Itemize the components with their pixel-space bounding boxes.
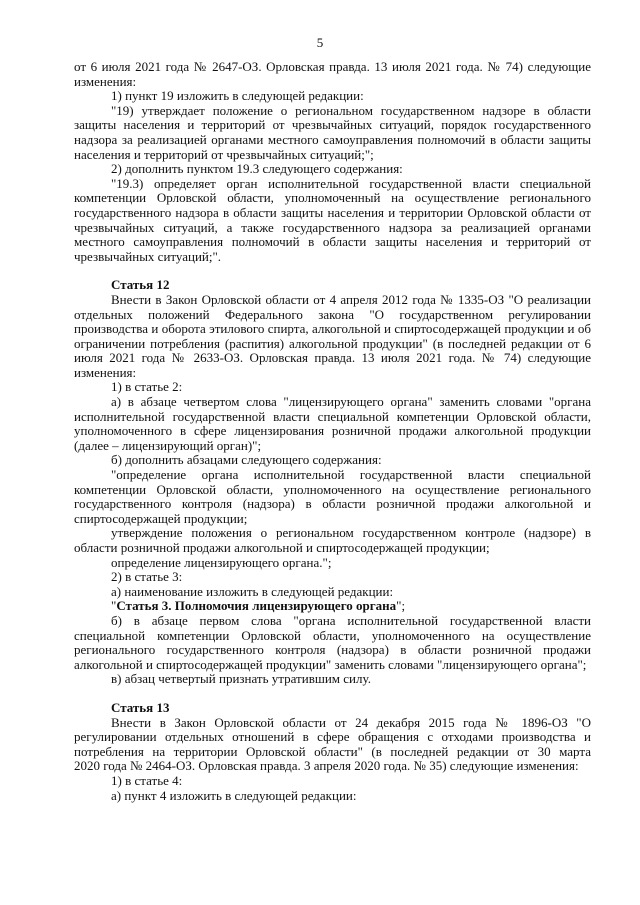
paragraph: 1) в статье 2: [111, 379, 183, 395]
paragraph: 2) в статье 3: [111, 569, 183, 585]
paragraph: изменения: [74, 73, 137, 89]
paragraph [74, 599, 591, 614]
paragraph: 2) дополнить пунктом 19.3 следующего содержания: [111, 161, 403, 177]
paragraph: а) в абзаце четвертом слова "лицензирующего органа" заменить словами "органа исполнительной государственной власти специальной компетенции Орловской области, уполномоченного в сфере лицензирования розничной продажи алкогольной продукции [74, 394, 591, 439]
paragraph: б) в абзаце первом слова "органа исполнительной государственной власти специальной компетенции Орловской области, уполномоченного на осуществление регионального государственного контроля (надзора) в области розничной продажи алкогольной и спиртосодержащей продукции" заменить словами "лицензирующего органа"; [74, 612, 591, 672]
paragraph: в) абзац четвертый признать утратившим силу. [111, 671, 371, 687]
paragraph: а) наименование изложить в следующей редакции: [111, 583, 394, 599]
paragraph: чрезвычайных ситуаций;". [74, 248, 222, 264]
paragraph: 1) в статье 4: [111, 772, 183, 788]
article-heading-13: Статья 13 [111, 699, 170, 715]
paragraph: спиртосодержащей продукции; [74, 510, 248, 526]
paragraph: "19) утверждает положение о региональном государственном надзоре в области защиты населения и территорий от чрезвычайных ситуаций, порядок государственного надзора за реализацией органами местного самоуправления полномочий в области защиты [74, 102, 591, 147]
paragraph: населения и территорий от чрезвычайных ситуаций;"; [74, 146, 374, 162]
paragraph: Внести в Закон Орловской области от 4 апреля 2012 года № 1335-ОЗ "О реализации отдельных положений Федерального закона "О государственном регулировании производства и оборота этилового спирта, алкогольной и спиртосодержащей продукции и об ограничении потребления (распития) алкогольной продукции" (в последней редакции от 6 июля 2021 года № 2633-ОЗ. Орловская правда. 13 июля 2021 года. № 74) следующие [74, 291, 591, 366]
paragraph: 2020 года № 2464-ОЗ. Орловская правда. 3 апреля 2020 года. № 35) следующие изменения: [74, 758, 579, 774]
article-heading-12: Статья 12 [111, 277, 170, 293]
paragraph: определение лицензирующего органа."; [111, 554, 332, 570]
paragraph: б) дополнить абзацами следующего содержания: [111, 452, 382, 468]
quote-open: " [111, 598, 117, 614]
paragraph: а) пункт 4 изложить в следующей редакции: [111, 787, 357, 803]
article-3-title: Статья 3. Полномочия лицензирующего органа [116, 598, 397, 614]
paragraph: "определение органа исполнительной государственной власти специальной компетенции Орловской области, уполномоченного на осуществление регионального государственного контроля (надзора) в области розничной продажи алкогольной и [74, 467, 591, 512]
paragraph: области розничной продажи алкогольной и спиртосодержащей продукции; [74, 540, 490, 555]
page-number: 5 [316, 35, 324, 50]
document-body [74, 60, 591, 803]
paragraph: Внести в Закон Орловской области от 24 декабря 2015 года № 1896-ОЗ "О регулировании отдельных отношений в сфере обращения с отходами производства и потребления на территории Орловской области" (в последней редакции от 30 марта [74, 714, 591, 759]
paragraph: (далее – лицензирующий орган)"; [74, 437, 262, 453]
paragraph: утверждение положения о региональном государственном контроле (надзоре) в [111, 525, 591, 541]
paragraph: от 6 июля 2021 года № 2647-ОЗ. Орловская правда. 13 июля 2021 года. № 74) следующие [74, 59, 591, 74]
paragraph: изменения: [74, 364, 137, 380]
paragraph: "19.3) определяет орган исполнительной государственной власти специальной компетенции Орловской области, уполномоченный на осуществление регионального государственного надзора в области защиты населения и территории Орловской области от чрезвычайных ситуаций, а также государственного надзора за реализацией органами местного самоуправления полномочий в области защиты населения и территорий от [74, 175, 591, 250]
quote-close: "; [396, 598, 406, 614]
paragraph: 1) пункт 19 изложить в следующей редакции: [111, 88, 364, 104]
